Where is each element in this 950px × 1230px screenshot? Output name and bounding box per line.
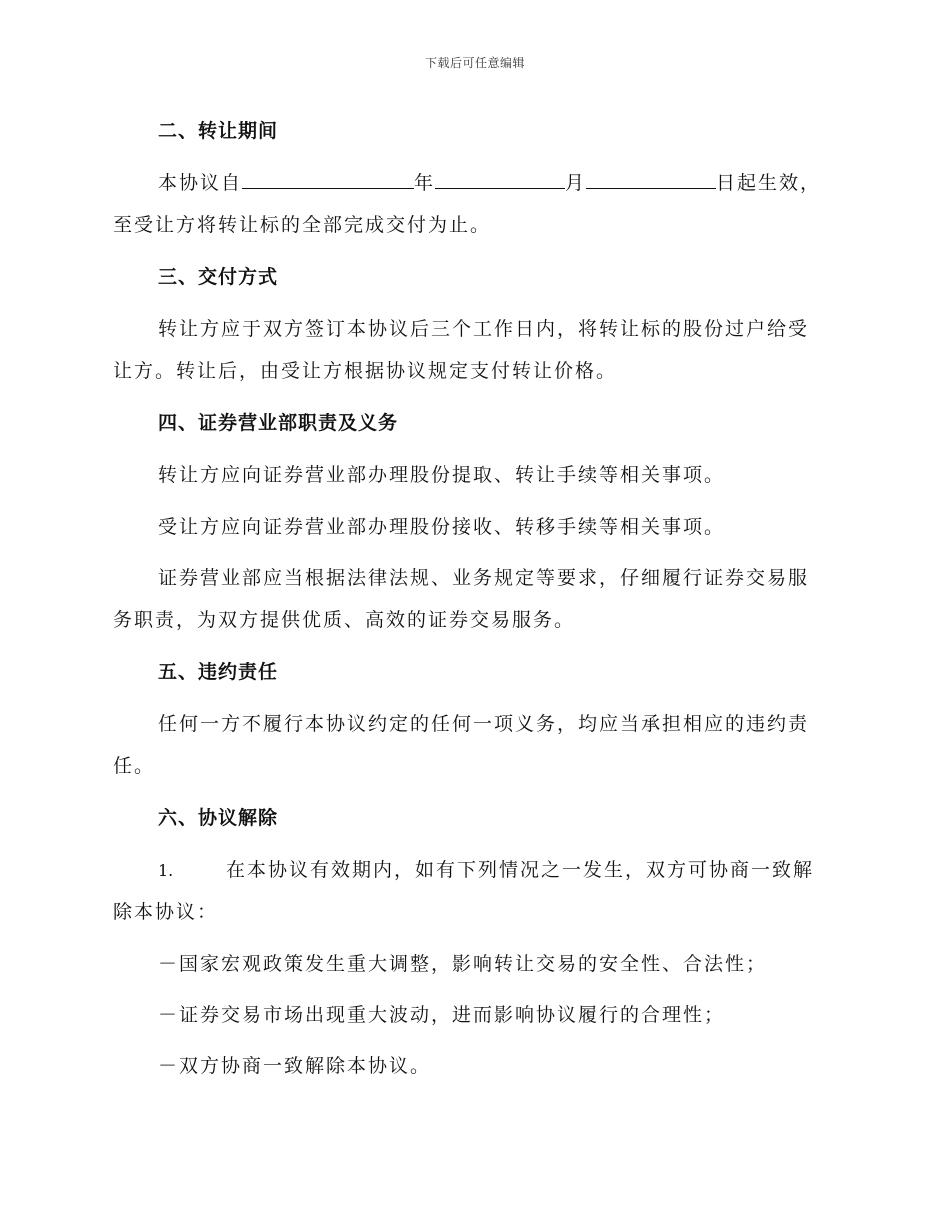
blank-month-field[interactable]	[435, 170, 565, 189]
text-segment: 日起生效，	[716, 172, 822, 194]
paragraph-line: 转让方应向证券营业部办理股份提取、转让手续等相关事项。	[158, 464, 726, 486]
section-heading-liability: 五、违约责任	[158, 661, 279, 683]
paragraph-line: 除本协议：	[113, 901, 219, 923]
text-segment: 年	[414, 172, 436, 194]
section-heading-delivery-method: 三、交付方式	[158, 266, 279, 288]
paragraph-line: 受让方应向证券营业部办理股份接收、转移手续等相关事项。	[158, 516, 726, 538]
text-segment: 月	[565, 172, 587, 194]
paragraph-line: 至受让方将转让标的全部完成交付为止。	[113, 214, 492, 236]
numbered-item	[158, 855, 814, 882]
section-heading-broker-duties: 四、证券营业部职责及义务	[158, 412, 399, 434]
paragraph-line: 任何一方不履行本协议约定的任何一项义务，均应当承担相应的违约责	[158, 713, 810, 735]
blank-day-field[interactable]	[586, 170, 716, 189]
paragraph-effective-date	[158, 168, 821, 195]
item-text: 在本协议有效期内，如有下列情况之一发生，双方可协商一致解	[226, 859, 815, 881]
section-heading-transfer-period: 二、转让期间	[158, 120, 279, 142]
paragraph-line: 证券营业部应当根据法律法规、业务规定等要求，仔细履行证券交易服	[158, 567, 810, 589]
paragraph-line: 转让方应于双方签订本协议后三个工作日内，将转让标的股份过户给受	[158, 318, 810, 340]
paragraph-line: 务职责，为双方提供优质、高效的证券交易服务。	[113, 609, 576, 631]
page-header: 下载后可任意编辑	[424, 56, 525, 70]
section-heading-termination: 六、协议解除	[158, 807, 279, 829]
bullet-item: －双方协商一致解除本协议。	[158, 1055, 432, 1077]
bullet-item: －国家宏观政策发生重大调整，影响转让交易的安全性、合法性；	[158, 953, 768, 975]
paragraph-line: 任。	[113, 755, 156, 777]
text-segment: 本协议自	[158, 172, 243, 194]
paragraph-line: 让方。转让后，由受让方根据协议规定支付转让价格。	[113, 360, 618, 382]
item-number: 1.	[158, 861, 174, 880]
bullet-item: －证券交易市场出现重大波动，进而影响协议履行的合理性；	[158, 1004, 726, 1026]
blank-year-field[interactable]	[242, 170, 414, 189]
